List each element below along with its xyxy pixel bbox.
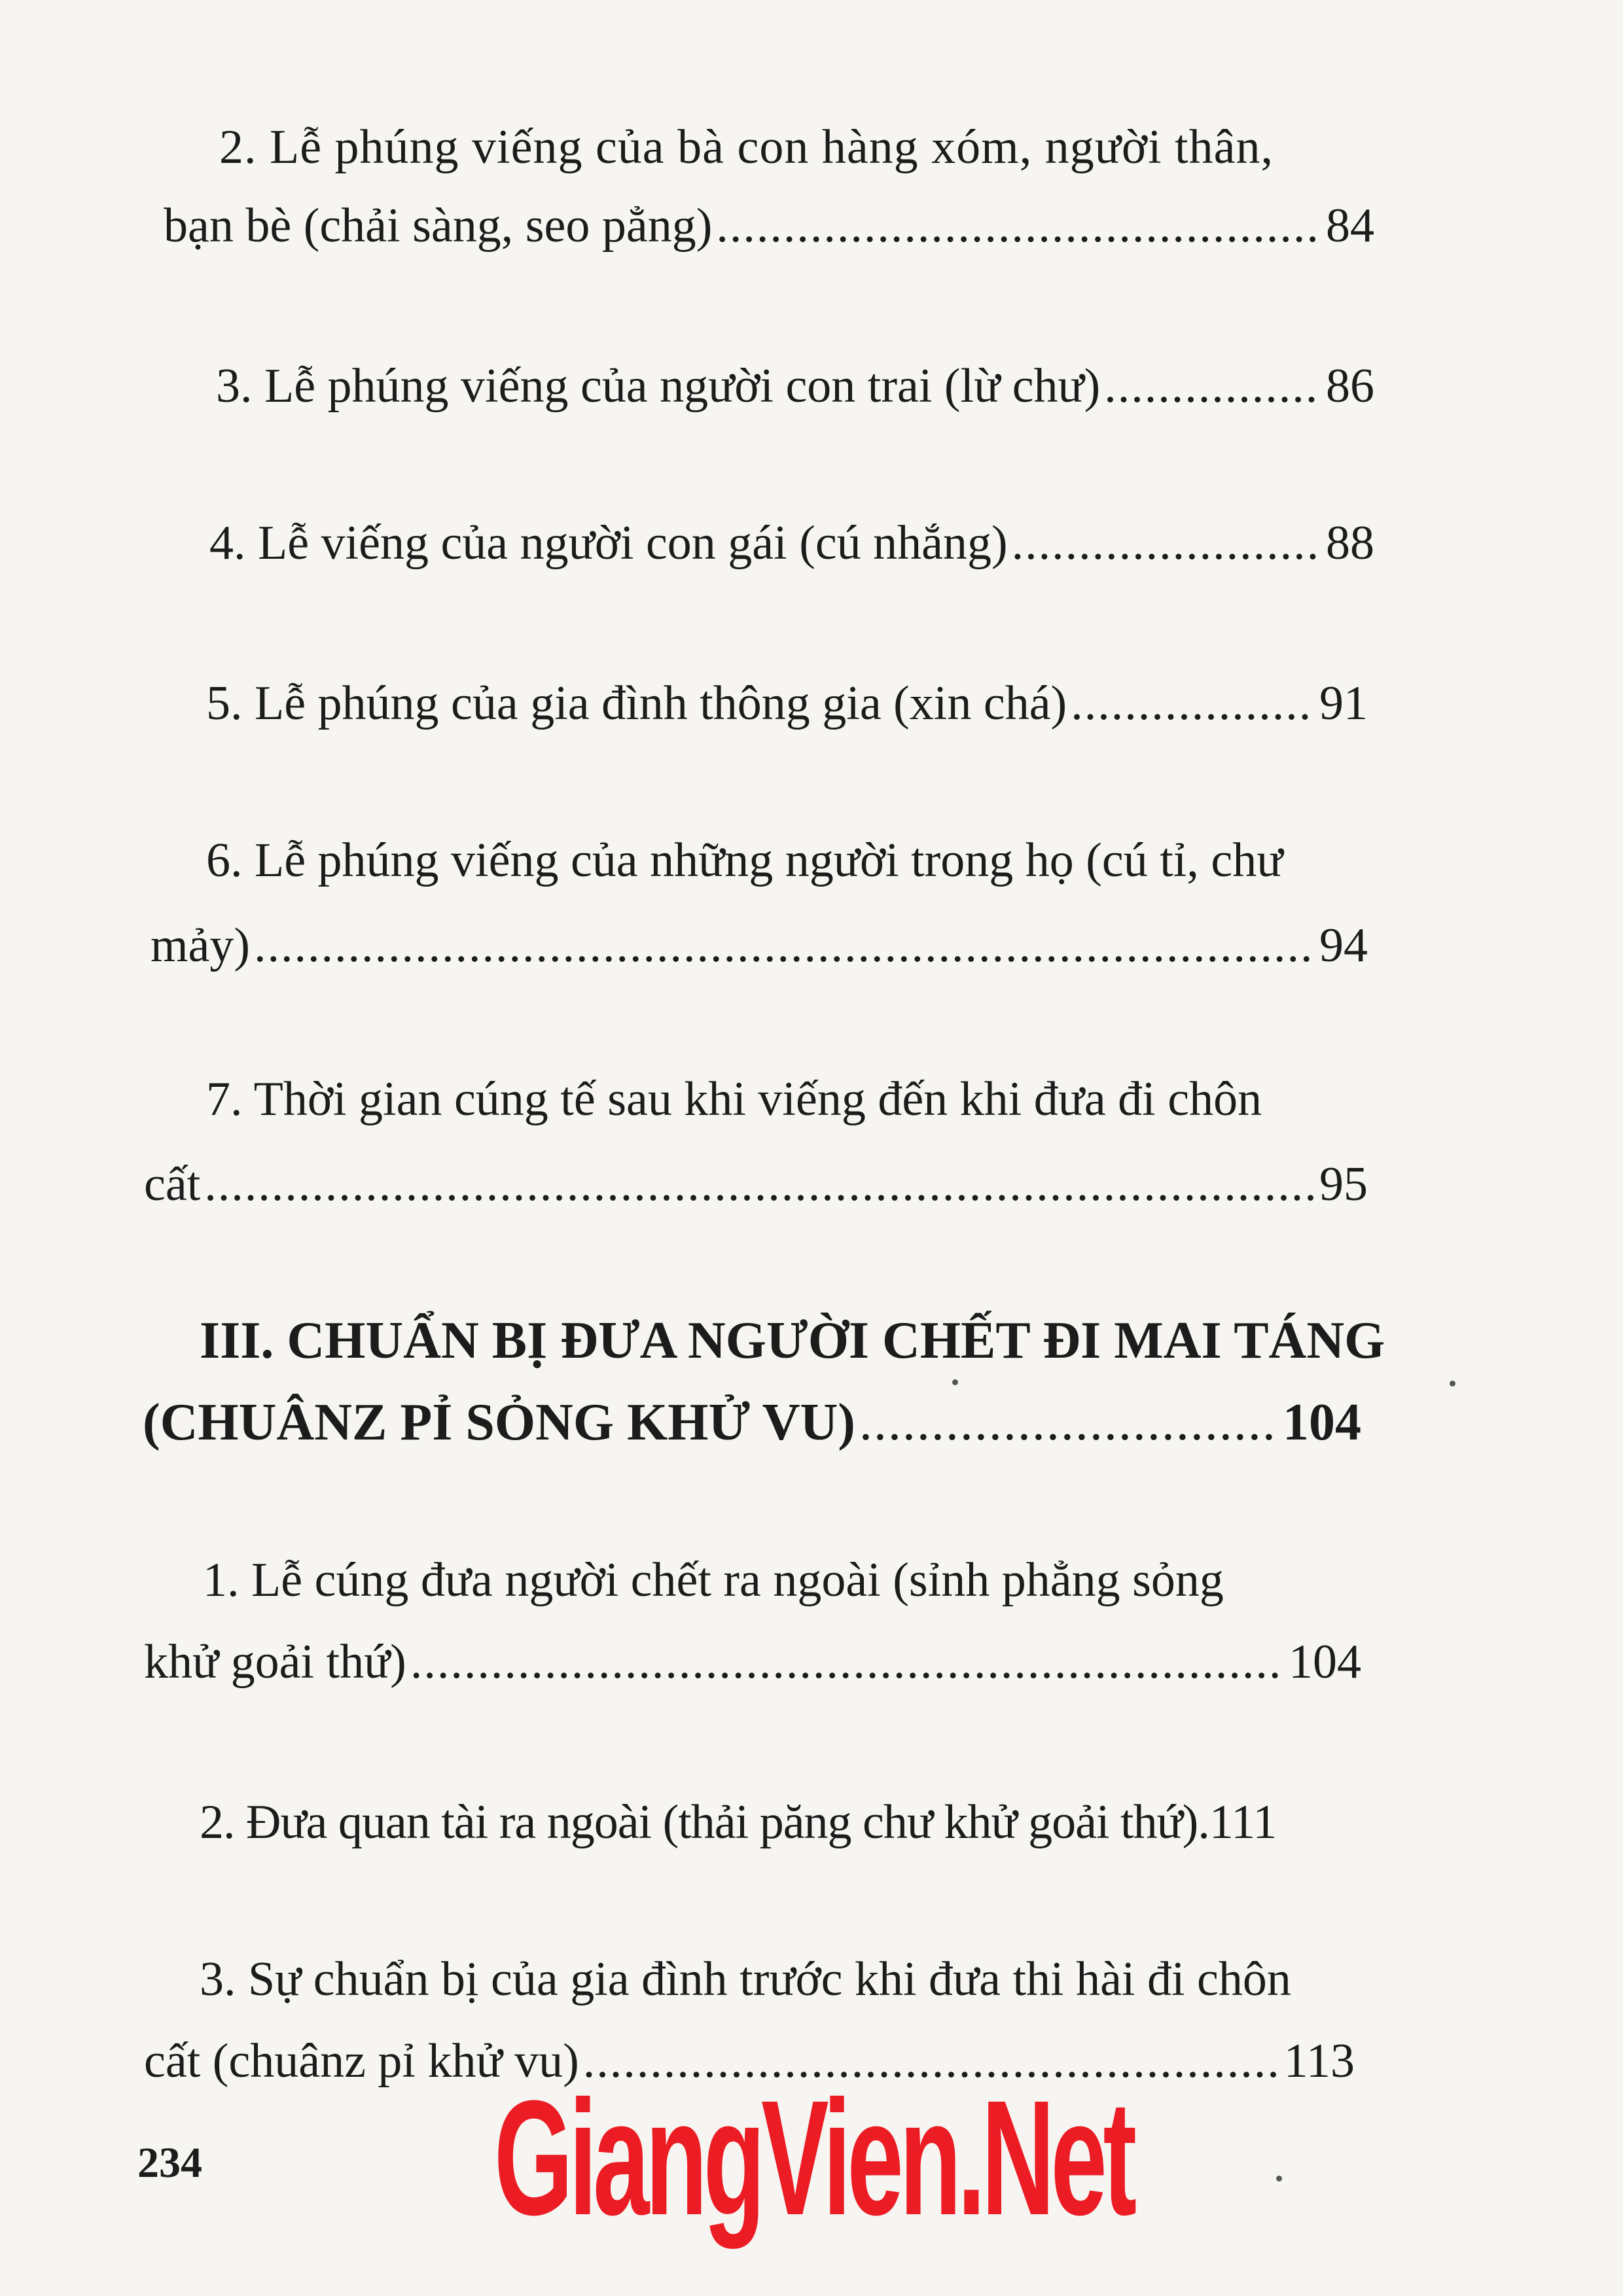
- toc-entry-7-page: 95: [1319, 1157, 1368, 1211]
- toc-entry-6-page: 94: [1319, 919, 1368, 972]
- toc-entry-3-page: 86: [1326, 359, 1374, 413]
- toc-sub-2: [200, 1796, 1276, 1849]
- toc-entry-5-text: 5. Lễ phúng của gia đình thông gia (xin chá): [206, 677, 1067, 730]
- toc-entry-5: [206, 677, 1368, 730]
- toc-entry-7-line1: 7. Thời gian cúng tế sau khi viếng đến khi đưa đi chôn: [206, 1072, 1262, 1126]
- toc-sub-1-text: khử goải thứ): [144, 1635, 406, 1689]
- toc-entry-6-line1: 6. Lễ phúng viếng của những người trong họ (cú tỉ, chư: [206, 834, 1283, 887]
- toc-entry-4-text: 4. Lễ viếng của người con gái (cú nhắng): [209, 516, 1008, 570]
- print-speck: [952, 1379, 958, 1385]
- toc-entry-7-line2: [144, 1158, 1368, 1211]
- toc-entry-3: [216, 360, 1374, 413]
- dot-leader: [859, 1394, 1279, 1451]
- watermark-logo: GiangVien.Net: [494, 2066, 1133, 2249]
- dot-leader: [716, 200, 1322, 253]
- dot-leader: [1012, 517, 1322, 570]
- print-speck: [1450, 1381, 1455, 1386]
- toc-entry-6-line2: [151, 919, 1368, 972]
- toc-entry-2-line1: 2. Lễ phúng viếng của bà con hàng xóm, người thân,: [219, 120, 1274, 174]
- toc-entry-5-page: 91: [1319, 677, 1368, 730]
- toc-entry-4: [209, 517, 1374, 570]
- toc-sub-1-line1: 1. Lễ cúng đưa người chết ra ngoài (sỉnh phẳng sỏng: [203, 1553, 1224, 1607]
- print-speck: [1276, 2176, 1282, 2181]
- toc-sub-3-line1: 3. Sự chuẩn bị của gia đình trước khi đưa thi hài đi chôn: [200, 1952, 1291, 2006]
- dot-leader: [1071, 677, 1315, 730]
- toc-sub-2-page: 111: [1209, 1795, 1277, 1849]
- dot-leader: [254, 919, 1315, 972]
- toc-entry-6-text: mảy): [151, 919, 251, 972]
- toc-entry-2-page: 84: [1326, 199, 1374, 253]
- toc-entry-3-text: 3. Lễ phúng viếng của người con trai (lừ chư): [216, 359, 1101, 413]
- dot-leader: [1104, 360, 1322, 413]
- section-3-page: 104: [1283, 1394, 1361, 1451]
- toc-sub-2-text: 2. Đưa quan tài ra ngoài (thải păng chư khử goải thứ): [200, 1795, 1198, 1849]
- toc-sub-1-page: 104: [1289, 1635, 1361, 1689]
- toc-sub-3-page: 113: [1283, 2034, 1355, 2088]
- dot-leader: [204, 1158, 1315, 1211]
- toc-entry-2-text: bạn bè (chải sàng, seo pẳng): [164, 199, 713, 253]
- toc-sub-1-line2: [144, 1636, 1361, 1689]
- page-number: 234: [137, 2139, 202, 2187]
- toc-entry-2-line2: [164, 200, 1374, 253]
- toc-entry-4-page: 88: [1326, 516, 1374, 570]
- toc-sub-2-dot: .: [1198, 1795, 1209, 1849]
- dot-leader: [410, 1636, 1285, 1689]
- toc-sub-3-text: cất (chuânz pỉ khử vu): [144, 2034, 579, 2088]
- section-3-heading-line2: [143, 1394, 1361, 1451]
- toc-entry-7-text: cất: [144, 1157, 201, 1211]
- section-3-heading-line1: III. CHUẨN BỊ ĐƯA NGƯỜI CHẾT ĐI MAI TÁNG: [200, 1312, 1385, 1369]
- section-3-heading-text: (CHUÂNZ PỈ SỎNG KHỬ VU): [143, 1394, 855, 1451]
